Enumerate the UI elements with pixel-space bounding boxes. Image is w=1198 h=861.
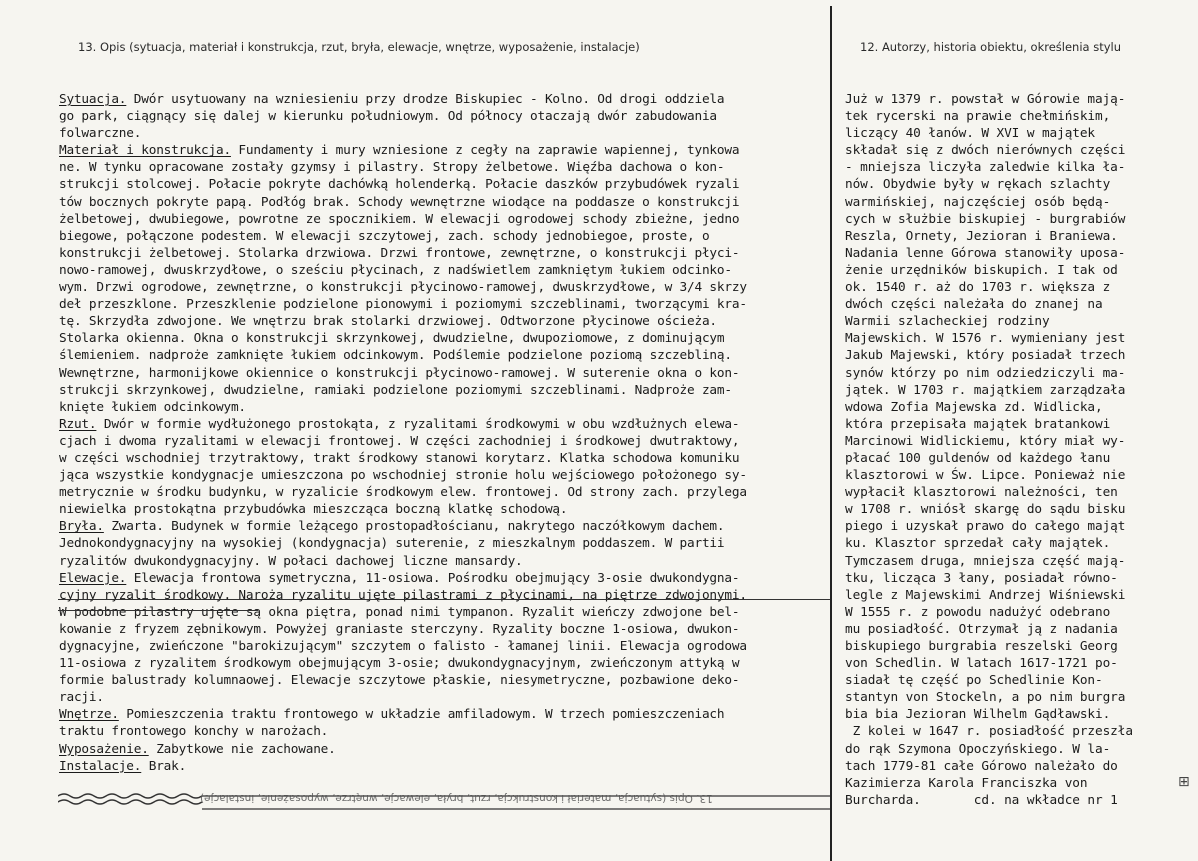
history-line: wdowa Zofia Majewska zd. Widlicka, xyxy=(845,399,1103,415)
line-text: dygnacyjne, zwieńczone "barokizującym" szczytem o falisto - łamanej linii. Elewacja ogrodowa xyxy=(59,639,747,654)
description-line xyxy=(59,211,829,228)
line-text: Elewacja frontowa symetryczna, 11-osiowa. Pośrodku obejmujący 3-osie dwukondygna- xyxy=(126,570,740,586)
description-line xyxy=(59,125,829,142)
history-line: biskupiego burgrabia reszelski Georg xyxy=(845,639,1118,654)
description-line xyxy=(59,706,829,723)
column-divider xyxy=(830,6,832,861)
section-12-header: 12. Autorzy, historia obiektu, określenia stylu xyxy=(860,40,1122,54)
description-line xyxy=(59,91,829,108)
description-line xyxy=(59,689,829,706)
history-line: von Schedlin. W latach 1617-1721 po- xyxy=(845,656,1118,672)
line-text: biegowe, połączone podestem. W elewacji szczytowej, zach. schody jednobiegoe, proste, o xyxy=(59,228,710,244)
history-line: Majewskich. W 1576 r. wymieniany jest xyxy=(845,331,1126,347)
line-text: traktu frontowego konchy w narożach. xyxy=(59,724,329,740)
description-line xyxy=(59,433,829,450)
section-heading: Elewacje. xyxy=(59,570,127,586)
line-text: cjach i dwoma ryzalitami w elewacji frontowej. W części zachodniej i środkowej dwutraktowy, xyxy=(59,433,740,449)
line-text: Wewnętrzne, harmonijkowe okiennice o konstrukcji płycinowo-ramowej. W suterenie okna o kon- xyxy=(59,365,740,381)
history-line: - mniejsza liczyła zaledwie kilka ła- xyxy=(845,160,1126,176)
description-line xyxy=(59,382,829,399)
line-text: 11-osiowa z ryzalitem środkowym obejmującym 3-osie; dwukondygnacyjnym, zwieńczonym attyką w xyxy=(59,656,740,672)
history-line: która przepisała majątek bratankowi xyxy=(845,416,1111,432)
description-line xyxy=(59,518,829,535)
history-line: Nadania lenne Górowa stanowiły uposa- xyxy=(845,245,1126,261)
history-line: w 1708 r. wniósł skargę do sądu bisku xyxy=(845,502,1126,518)
elevation-rule-2 xyxy=(58,610,258,611)
description-line xyxy=(59,467,829,484)
history-line: synów którzy po nim odziedziczyli ma- xyxy=(845,365,1126,381)
description-line xyxy=(59,399,829,416)
line-text: strukcji skrzynkowej, dwudzielne, ramiaki podzielone poziomymi szczeblinami. Nadproże zam- xyxy=(59,382,732,398)
line-text: folwarczne. xyxy=(59,126,142,142)
line-text: Fundamenty i mury wzniesione z cegły na zaprawie wapiennej, tynkowa xyxy=(230,143,740,159)
line-text: W podobne pilastry ujęte są okna piętra, ponad nimi tympanon. Ryzalit wieńczy zdwojone bel- xyxy=(59,604,740,620)
line-text: Zwarta. Budynek w formie leżącego prostopadłościanu, nakrytego naczółkowym dachem. xyxy=(103,519,725,535)
line-text: Pomieszczenia traktu frontowego w układzie amfiladowym. W trzech pomieszczeniach xyxy=(118,707,725,723)
history-line: ok. 1540 r. aż do 1703 r. większa z xyxy=(845,280,1111,296)
history-line: płacać 100 guldenów od każdego łanu xyxy=(845,450,1111,466)
history-line: legle z Majewskimi Andrzej Wiśniewski xyxy=(845,587,1126,603)
history-line: tku, licząca 3 łany, posiadał równo- xyxy=(845,570,1118,586)
line-text: żelbetowej, dwubiegowe, powrotne ze spocznikiem. W elewacji ogrodowej schody zbieżne, jedno xyxy=(59,211,740,227)
description-line xyxy=(59,570,829,587)
bleedthrough-header: 13. Opis (sytuacja, materiał i konstrukcja, rzut, bryła, elewacje, wnętrze, wyposażenie, instalacje) xyxy=(200,792,713,804)
history-column xyxy=(845,91,1165,809)
description-line xyxy=(59,723,829,740)
history-line: tek rycerski na prawie chełmińskim, xyxy=(845,109,1111,125)
history-line: Tymczasem druga, mniejsza część mają- xyxy=(845,553,1126,569)
description-line xyxy=(59,176,829,193)
description-line xyxy=(59,501,829,518)
description-line xyxy=(59,621,829,638)
section-heading: Bryła. xyxy=(59,519,104,535)
description-line xyxy=(59,313,829,330)
line-text: niewielka prostokątna przybudówka mieszcząca boczną klatkę schodową. xyxy=(59,502,568,518)
history-line: żenie urzędników biskupich. I tak od xyxy=(845,262,1118,278)
history-line: Jakub Majewski, który posiadał trzech xyxy=(845,348,1126,364)
history-line: siadał tę część po Schedlinie Kon- xyxy=(845,673,1103,689)
description-line xyxy=(59,604,829,621)
history-line: do rąk Szymona Opoczyńskiego. W la- xyxy=(845,741,1111,757)
history-line: mu posiadłość. Otrzymał ją z nadania xyxy=(845,621,1118,637)
history-line: warmińskiej, najczęściej osób będą- xyxy=(845,194,1111,210)
description-line xyxy=(59,450,829,467)
description-line xyxy=(59,279,829,296)
line-text: wym. Drzwi ogrodowe, zewnętrzne, o konstrukcji płycinowo-ramowej, dwuskrzydłowe, w 3/4 skrzy xyxy=(59,280,747,296)
section-heading: Materiał i konstrukcja. xyxy=(59,143,231,159)
history-line: stantyn von Stockeln, a po nim burgra xyxy=(845,690,1126,706)
description-line xyxy=(59,296,829,313)
line-text: metrycznie w środku budynku, w ryzalicie środkowym elew. frontowej. Od strony zach. przylega xyxy=(59,485,747,501)
line-text: tów bocznych pokryte papą. Podłóg brak. Schody wewnętrzne wiodące na poddasze o konstrukcji xyxy=(59,194,740,210)
description-line xyxy=(59,365,829,382)
section-heading: Rzut. xyxy=(59,416,97,432)
line-text: kowanie z fryzem zębnikowym. Powyżej graniaste sterczyny. Ryzality boczne 1-osiowa, dwukon- xyxy=(59,621,740,637)
history-line: dwóch części należała do znanej na xyxy=(845,297,1103,313)
history-line: bia bia Jezioran Wilhelm Gądławski. xyxy=(845,707,1111,723)
history-line: ku. Klasztor sprzedał cały majątek. xyxy=(845,536,1111,552)
description-line xyxy=(59,416,829,433)
history-line: liczący 40 łanów. W XVI w majątek xyxy=(845,126,1096,142)
history-line: Burcharda. cd. na wkładce nr 1 xyxy=(845,792,1118,808)
line-text: ne. W tynku opracowane zostały gzymsy i pilastry. Stropy żelbetowe. Więźba dachowa o kon- xyxy=(59,160,725,176)
edge-mark: ⊞ xyxy=(1178,774,1190,790)
line-text: strukcji stolcowej. Połacie pokryte dachówką holenderką. Połacie daszków przybudówek ryzali xyxy=(59,177,740,193)
description-line xyxy=(59,142,829,159)
history-line: W 1555 r. z powodu nadużyć odebrano xyxy=(845,604,1111,620)
line-text: konstrukcji żelbetowej. Stolarka drzwiowa. Drzwi frontowe, zewnętrzne, o konstrukcji płyci- xyxy=(59,245,740,261)
line-text: Dwór w formie wydłużonego prostokąta, z ryzalitami środkowymi w obu wzdłużnych elewa- xyxy=(96,416,740,432)
history-line: nów. Obydwie były w rękach szlachty xyxy=(845,177,1111,193)
line-text: ślemieniem. nadproże zamknięte łukiem odcinkowym. Podślemie podzielone poziomą szczebliną. xyxy=(59,348,732,364)
line-text: w części wschodniej trzytraktowy, trakt środkowy stanowi korytarz. Klatka schodowa komuniku xyxy=(59,450,740,466)
description-line xyxy=(59,553,829,570)
line-text: jąca wszystkie kondygnacje umieszczona po wschodniej stronie holu wejściowego położonego sy- xyxy=(59,468,747,484)
line-text: tę. Skrzydła zdwojone. We wnętrzu brak stolarki drzwiowej. Odtworzone płycinowe ościeża. xyxy=(59,314,717,330)
history-line: piego i uzyskał prawo do całego mająt xyxy=(845,519,1126,535)
description-line xyxy=(59,245,829,262)
section-heading: Instalacje. xyxy=(59,758,142,774)
description-line xyxy=(59,330,829,347)
section-heading: Sytuacja. xyxy=(59,92,127,107)
description-line xyxy=(59,159,829,176)
line-text: go park, ciągnący się dalej w kierunku południowym. Od północy otaczają dwór zabudowania xyxy=(59,109,717,125)
elevation-rule-1 xyxy=(58,599,830,600)
history-line: Warmii szlacheckiej rodziny xyxy=(845,314,1050,330)
history-line: składał się z dwóch nierównych części xyxy=(845,143,1126,159)
description-line xyxy=(59,741,829,758)
description-line xyxy=(59,262,829,279)
section-13-header: 13. Opis (sytuacja, materiał i konstrukcja, rzut, bryła, elewacje, wnętrze, wyposażenie, instalacje) xyxy=(78,40,640,54)
line-text: Stolarka okienna. Okna o konstrukcji skrzynkowej, dwudzielne, dwupoziomowe, z dominującym xyxy=(59,331,725,347)
line-text: formie balustrady kolumnaowej. Elewacje szczytowe płaskie, niesymetryczne, pozbawione deko- xyxy=(59,673,740,689)
line-text: Jednokondygnacyjny na wysokiej (kondygnacja) suterenie, z mieszkalnym poddaszem. W partii xyxy=(59,536,725,552)
line-text: ryzalitów dwukondygnacyjny. W połaci dachowej liczne mansardy. xyxy=(59,553,523,569)
line-text: racji. xyxy=(59,690,104,706)
description-line xyxy=(59,758,829,775)
history-line: wypłacił klasztorowi należności, ten xyxy=(845,485,1118,501)
description-line xyxy=(59,347,829,364)
history-line: cych w służbie biskupiej - burgrabiów xyxy=(845,211,1126,227)
history-line: tach 1779-81 całe Górowo należało do xyxy=(845,758,1118,774)
history-line: Kazimierza Karola Franciszka von xyxy=(845,775,1088,791)
description-line xyxy=(59,108,829,125)
description-line xyxy=(59,535,829,552)
description-line xyxy=(59,672,829,689)
line-text: knięte łukiem odcinkowym. xyxy=(59,399,246,415)
description-line xyxy=(59,484,829,501)
description-line xyxy=(59,587,829,604)
line-text: deł przeszklone. Przeszklenie podzielone pionowymi i poziomymi szczeblinami, tworzącymi kra- xyxy=(59,297,747,313)
line-text: Zabytkowe nie zachowane. xyxy=(148,741,336,757)
history-line: Z kolei w 1647 r. posiadłość przeszła xyxy=(845,724,1133,740)
line-text: nowo-ramowej, dwuskrzydłowe, o sześciu płycinach, z nadświetlem zamkniętym łukiem odcinko- xyxy=(59,262,732,278)
description-line xyxy=(59,655,829,672)
section-heading: Wyposażenie. xyxy=(59,741,149,757)
history-line: Marcinowi Widlickiemu, który miał wy- xyxy=(845,433,1126,449)
description-line xyxy=(59,228,829,245)
history-line: Reszla, Ornety, Jezioran i Braniewa. xyxy=(845,228,1118,244)
line-text: cyjny ryzalit środkowy. Naroża ryzalitu ujęte pilastrami z płycinami, na piętrze zdwojonymi. xyxy=(59,587,747,603)
history-line: jątek. W 1703 r. majątkiem zarządzała xyxy=(845,382,1126,398)
line-text: Dwór usytuowany na wzniesieniu przy drodze Biskupiec - Kolno. Od drogi oddziela xyxy=(126,92,725,107)
description-column xyxy=(59,91,829,775)
description-line xyxy=(59,194,829,211)
history-line: klasztorowi w Św. Lipce. Ponieważ nie xyxy=(845,468,1126,484)
description-line xyxy=(59,638,829,655)
history-line: Już w 1379 r. powstał w Górowie mają- xyxy=(845,92,1126,107)
section-heading: Wnętrze. xyxy=(59,707,119,723)
line-text: Brak. xyxy=(141,758,187,774)
